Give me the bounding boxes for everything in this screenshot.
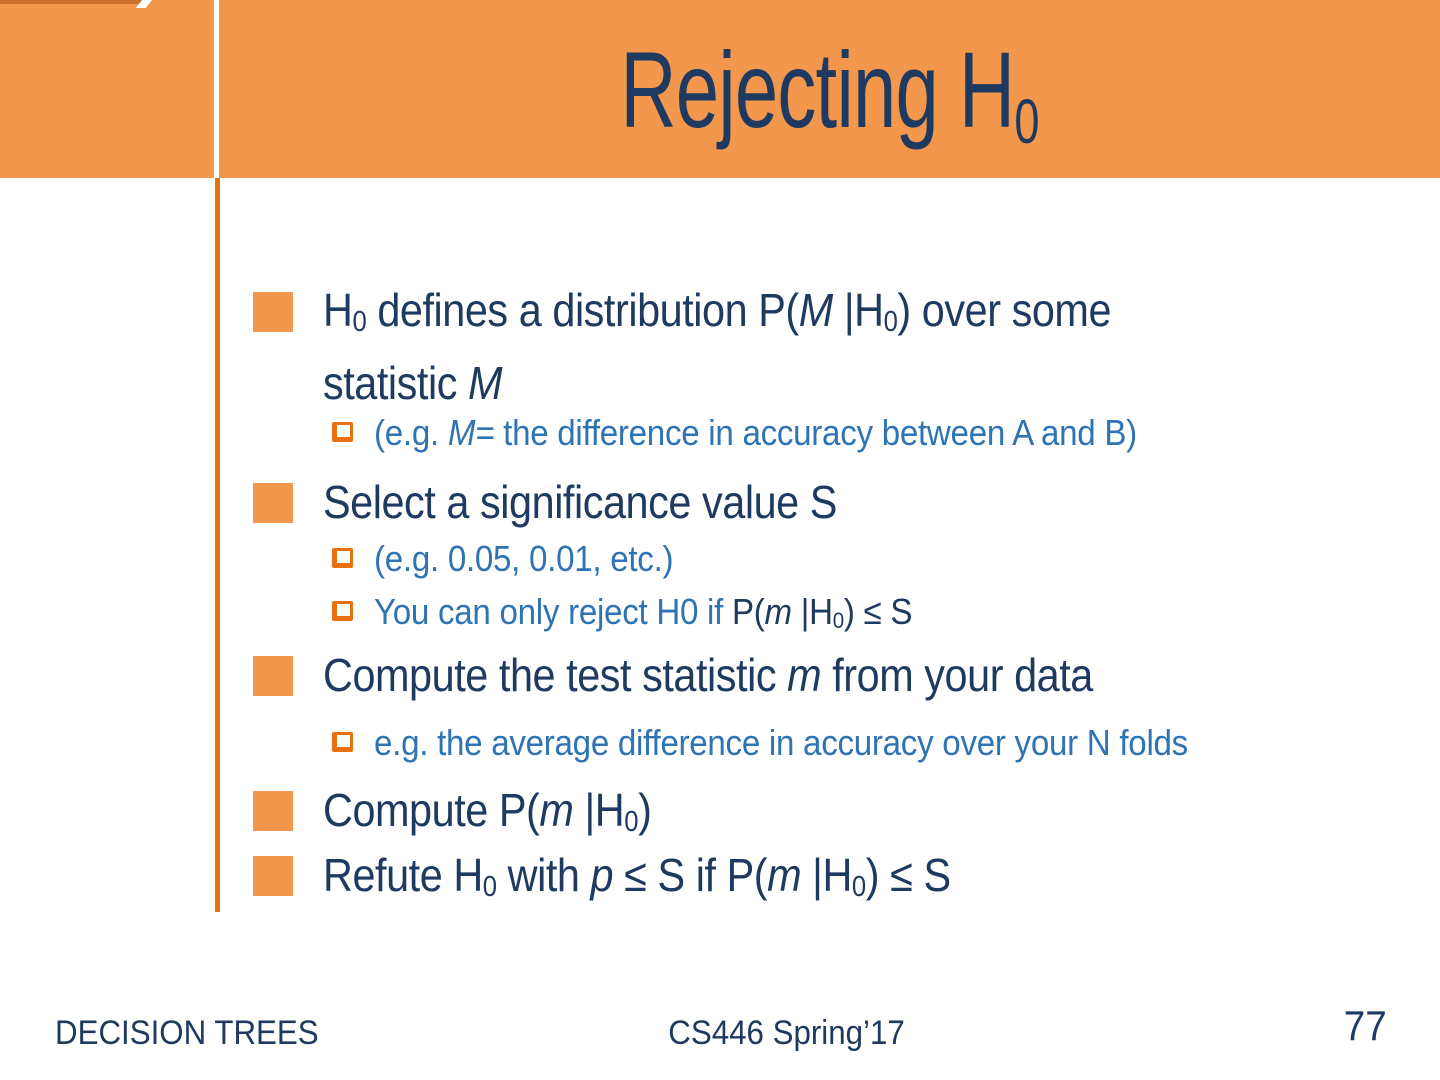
slide-title-text [620,29,1040,158]
subscript-run: 0 [624,806,639,839]
italic-run: m [764,591,792,632]
slide-title [220,29,1440,158]
checkbox-bullet-icon [332,422,353,442]
sub-bullet-item-2 [253,537,699,581]
text-run: H [323,284,353,336]
text-run: ) ≤ S [865,849,951,901]
sub-bullet-item-4 [253,721,1259,765]
subscript-run: 0 [883,306,898,339]
text-run: statistic [323,357,469,409]
bullet-item-3 [253,648,1178,702]
text-run: (e.g. 0.05, 0.01, etc.) [374,538,674,579]
text-run: |H [801,849,852,901]
sub-bullet-text [374,590,912,639]
italic-run: m [787,649,822,701]
checkbox-bullet-icon [332,732,353,752]
bullet-text [323,848,951,909]
bullet-text [323,475,837,529]
top-left-accent-stripe [0,0,146,4]
text-run: Compute the test statistic [323,649,788,701]
square-bullet-icon [253,791,293,831]
text-run: P( [731,591,765,632]
italic-run: p [590,849,614,901]
italic-run: M [468,357,503,409]
footer-course-label [134,1013,1440,1053]
text-run: from your data [821,649,1093,701]
checkbox-bullet-icon [332,548,353,568]
italic-run: m [767,849,802,901]
text-run: Select a significance value S [323,476,837,528]
text-run: ) ≤ S [843,591,913,632]
bullet-text [323,783,651,844]
bullet-text [323,277,1111,416]
square-bullet-icon [253,292,293,332]
text-run: ) [638,784,652,836]
sub-bullet-item-1 [253,411,1203,455]
square-bullet-icon [253,483,293,523]
text-run: Compute P( [323,784,540,836]
page-number-text: 77 [1344,1002,1387,1049]
title-main: Rejecting H [620,29,1015,150]
italic-run: m [539,784,574,836]
subscript-run: 0 [851,871,866,904]
sub-bullet-text [374,537,673,581]
subscript-run: 0 [832,608,844,634]
bullet-item-5 [253,848,1020,909]
text-run: the difference in accuracy between A and B) [494,412,1137,453]
text-run: |H [791,591,833,632]
sub-bullet-item-3 [253,590,959,639]
sub-bullet-text [374,721,1188,765]
text-run: ≤ S if P( [613,849,768,901]
bullet-item-1 [253,277,1199,416]
checkbox-bullet-icon [332,601,353,621]
bullet-item-4 [253,783,688,844]
subscript-run: 0 [352,306,367,339]
bullet-text [323,648,1093,702]
text-run: with [496,849,591,901]
text-run: You can only reject H0 if [374,591,732,632]
text-run: defines a distribution P( [366,284,799,336]
band-vertical-gap [214,0,219,178]
footer-course-label-text: CS446 Spring’17 [668,1014,906,1052]
title-subscript: 0 [1014,87,1040,158]
text-run: e.g. the average difference in accuracy over your N folds [374,722,1188,763]
left-accent-line [215,178,220,912]
bullet-item-2 [253,475,894,529]
subscript-run: 0 [482,871,497,904]
text-run: (e.g. [374,412,448,453]
italic-run: M= [447,412,495,453]
sub-bullet-text [374,411,1137,455]
text-run: |H [832,284,884,336]
page-number [1340,1001,1387,1051]
italic-run: M [798,284,833,336]
footer-section-title-text: DECISION TREES [55,1014,319,1052]
text-run: ) over some [897,284,1112,336]
text-run: Refute H [323,849,483,901]
square-bullet-icon [253,656,293,696]
square-bullet-icon [253,856,293,896]
text-run: |H [573,784,625,836]
